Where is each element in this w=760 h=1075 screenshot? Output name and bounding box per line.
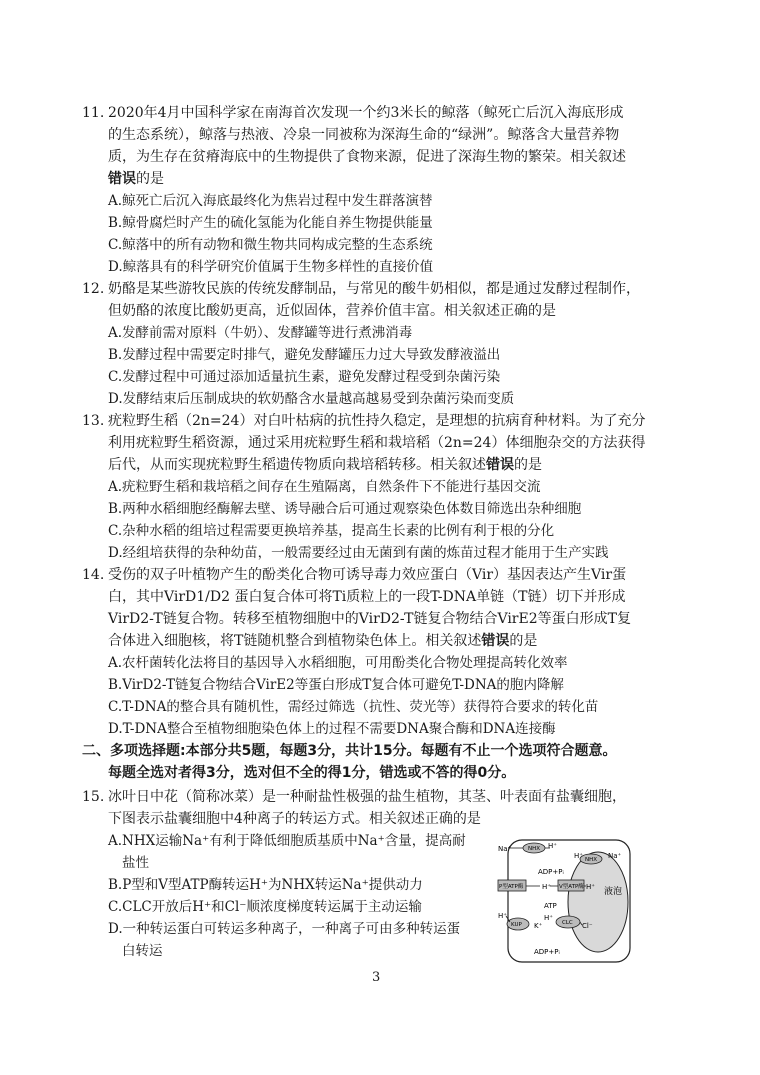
option-d: D.一种转运蛋白可转运多种离子，一种离子可由多种转运蛋白转运 (108, 921, 461, 959)
question-number: 11. (82, 105, 105, 121)
option-b: B.两种水稻细胞经酶解去壁、诱导融合后可通过观察染色体数目筛选出杂种细胞 (108, 501, 582, 517)
svg-text:ADP+Pᵢ: ADP+Pᵢ (534, 948, 560, 956)
cell-diagram-svg (494, 836, 634, 966)
question-number: 13. (82, 413, 105, 429)
svg-text:Na⁺: Na⁺ (498, 845, 512, 853)
page-number: 3 (372, 970, 381, 985)
svg-text:H⁺: H⁺ (548, 842, 557, 850)
question-14 (82, 564, 694, 740)
svg-text:ATP: ATP (544, 902, 557, 910)
v-atpase-label: V型ATP酶 (559, 884, 584, 890)
svg-text:H⁺: H⁺ (542, 883, 551, 891)
emphasis-wrong: 错误 (486, 457, 514, 473)
option-b: B.鲸骨腐烂时产生的硫化氢能为化能自养生物提供能量 (108, 215, 433, 231)
svg-text:H⁺: H⁺ (544, 914, 553, 922)
option-d: D.T-DNA整合至植物细胞染色体上的过程不需要DNA聚合酶和DNA连接酶 (108, 721, 556, 737)
section-heading: 二、多项选择题:本部分共5题，每题3分，共计15分。每题有不止一个选项符合题意。 每题全选对者得3分，选对但不全的得1分，错选或不答的得0分。 (82, 743, 617, 781)
option-b: B.发酵过程中需要定时排气，避免发酵罐压力过大导致发酵液溢出 (108, 347, 501, 363)
option-b: B.VirD2-T链复合物结合VirE2等蛋白形成T复合体可避免T-DNA的胞内降解 (108, 677, 564, 693)
option-d: D.鲸落具有的科学研究价值属于生物多样性的直接价值 (108, 259, 434, 275)
option-c: C.CLC开放后H⁺和Cl⁻顺浓度梯度转运属于主动运输 (108, 899, 422, 915)
kup-label: KUP (511, 922, 522, 928)
svg-text:H⁺: H⁺ (586, 883, 595, 891)
p-atpase-label: P型ATP酶 (499, 884, 524, 890)
question-stem: 疣粒野生稻（2n=24）对白叶枯病的抗性持久稳定，是理想的抗病育种材料。为了充分 利用疣粒野生稻资源，通过采用疣粒野生稻和栽培稻（2n=24）体细胞杂交的方法获得 后代，从而实现疣粒野生稻遗传物质向栽培稻转移。相关叙述错误的是 (108, 413, 646, 473)
question-12 (82, 278, 694, 410)
option-d: D.发酵结束后压制成块的软奶酪含水量越高越易受到杂菌污染而变质 (108, 391, 515, 407)
option-c: C.鲸落中的所有动物和微生物共同构成完整的生态系统 (108, 237, 433, 253)
option-a: A.农杆菌转化法将目的基因导入水稻细胞，可用酚类化合物处理提高转化效率 (108, 655, 568, 671)
option-c: C.T-DNA的整合具有随机性，需经过筛选（抗性、荧光等）获得符合要求的转化苗 (108, 699, 599, 715)
option-c: C.杂种水稻的组培过程需要更换培养基，提高生长素的比例有利于根的分化 (108, 523, 555, 539)
option-d: D.经组培获得的杂种幼苗，一般需要经过由无菌到有菌的炼苗过程才能用于生产实践 (108, 545, 609, 561)
question-stem: 奶酪是某些游牧民族的传统发酵制品，与常见的酸牛奶相似，都是通过发酵过程制作， 但奶酪的浓度比酸奶更高，近似固体，营养价值丰富。相关叙述正确的是 (108, 281, 640, 319)
option-a: A.NHX运输Na⁺有利于降低细胞质基质中Na⁺含量，提高耐盐性 (108, 833, 466, 871)
svg-text:Cl⁻: Cl⁻ (582, 922, 593, 930)
svg-text:H⁺: H⁺ (498, 912, 507, 920)
question-13 (82, 410, 694, 564)
emphasis-wrong: 错误 (108, 171, 136, 187)
svg-text:H⁺: H⁺ (574, 852, 583, 860)
question-11 (82, 102, 694, 278)
svg-text:K⁺: K⁺ (534, 922, 543, 930)
clc-label: CLC (562, 920, 573, 926)
question-stem: 2020年4月中国科学家在南海首次发现一个约3米长的鲸落（鲸死亡后沉入海底形成 的生态系统），鲸落与热液、冷泉一同被称为深海生命的“绿洲”。鲸落含大量营养物 质，为生存在贫瘠海底中的生物提供了食物来源，促进了深海生物的繁荣。相关叙述 错误的是 (108, 105, 626, 187)
option-a: A.疣粒野生稻和栽培稻之间存在生殖隔离，自然条件下不能进行基因交流 (108, 479, 541, 495)
nhx-label-2: NHX (585, 857, 598, 863)
nhx-label: NHX (528, 846, 541, 852)
question-number: 12. (82, 281, 105, 297)
option-b: B.P型和V型ATP酶转运H⁺为NHX转运Na⁺提供动力 (108, 877, 423, 893)
option-c: C.发酵过程中可通过添加适量抗生素，避免发酵过程受到杂菌污染 (108, 369, 501, 385)
svg-text:Na⁺: Na⁺ (608, 852, 622, 860)
question-stem: 受伤的双子叶植物产生的酚类化合物可诱导毒力效应蛋白（Vir）基因表达产生Vir蛋 白，其中VirD1/D2 蛋白复合体可将Ti质粒上的一段T-DNA单链（T链）切下并形成 VirD2-T链复合物。转移至植物细胞中的VirD2-T链复合物结合VirE2等蛋白形成T复 合体进入细胞核，将T链随机整合到植物染色体上。相关叙述错误的是 (108, 567, 631, 649)
vacuole (568, 852, 628, 952)
option-a: A.发酵前需对原料（牛奶）、发酵罐等进行煮沸消毒 (108, 325, 413, 341)
emphasis-wrong: 错误 (481, 633, 510, 649)
vacuole-label: 液泡 (604, 887, 623, 897)
ion-transport-diagram (494, 836, 634, 966)
question-number: 15. (82, 789, 105, 805)
question-stem: 冰叶日中花（简称冰菜）是一种耐盐性极强的盐生植物，其茎、叶表面有盐囊细胞， 下图表示盐囊细胞中4种离子的转运方式。相关叙述正确的是 (108, 789, 626, 827)
question-number: 14. (82, 567, 105, 583)
svg-text:ADP+Pᵢ: ADP+Pᵢ (538, 868, 564, 876)
option-a: A.鲸死亡后沉入海底最终化为焦岩过程中发生群落演替 (108, 193, 433, 209)
